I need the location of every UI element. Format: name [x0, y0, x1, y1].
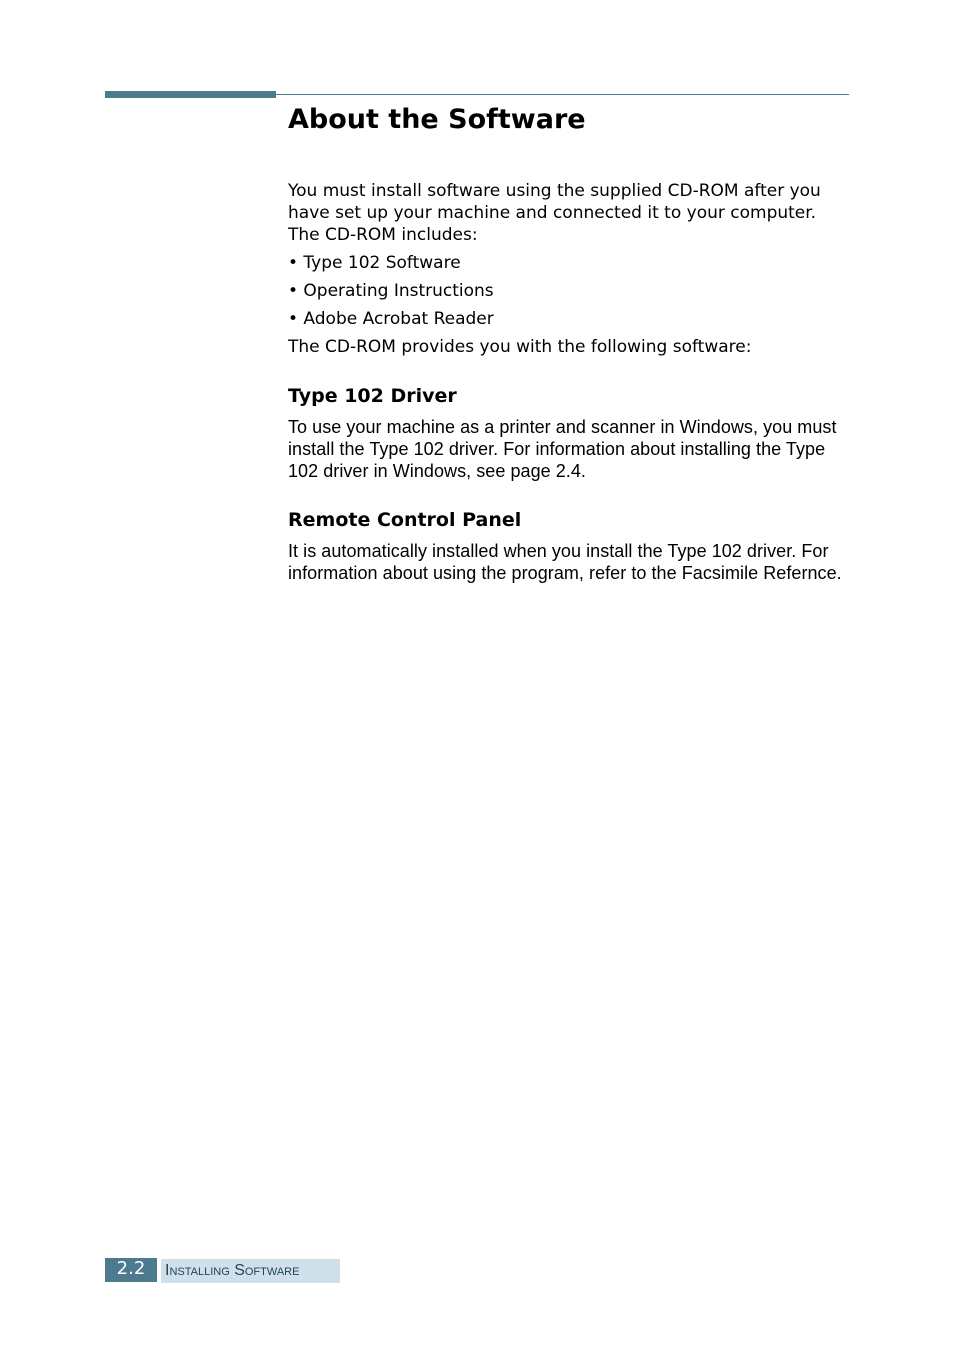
section-heading-remote-panel: Remote Control Panel: [288, 509, 522, 531]
section-body-remote-panel: It is automatically installed when you install the Type 102 driver. For information about using the program, refer to the Facsimile Refernce.: [288, 541, 842, 583]
list-item: • Type 102 Software: [288, 253, 461, 273]
footer-page-number: 2.2: [105, 1258, 157, 1282]
section-heading-driver: Type 102 Driver: [288, 385, 457, 407]
list-item: • Operating Instructions: [288, 281, 494, 301]
header-rule-line: [276, 94, 849, 95]
footer-chapter-title: Installing Software: [161, 1259, 340, 1283]
intro-paragraph: You must install software using the supplied CD-ROM after you have set up your machine and connected it to your computer. The CD-ROM includes:: [288, 181, 821, 245]
cd-contents-list: [288, 252, 850, 330]
provides-paragraph: The CD-ROM provides you with the following software:: [288, 337, 752, 357]
section-body-driver: To use your machine as a printer and scanner in Windows, you must install the Type 102 driver. For information about installing the Type 102 driver in Windows, see page 2.4.: [288, 417, 837, 481]
main-content: [288, 180, 850, 584]
header-rule-accent: [105, 91, 276, 98]
page-title: About the Software: [288, 104, 586, 135]
list-item: • Adobe Acrobat Reader: [288, 309, 494, 329]
